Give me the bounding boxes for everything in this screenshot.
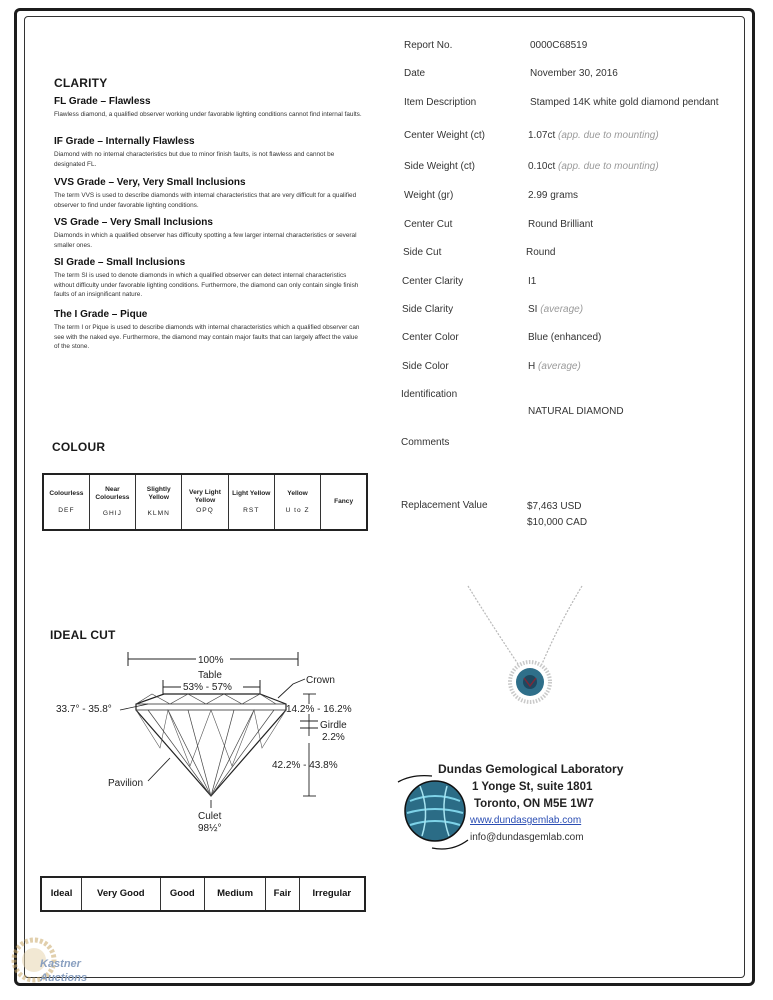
grade-title: FL Grade – Flawless xyxy=(54,96,151,107)
field-value-side-weight: 0.10ct (app. due to mounting) xyxy=(528,161,659,172)
clarity-grade-vs xyxy=(54,217,364,250)
lab-email: info@dundasgemlab.com xyxy=(470,832,584,843)
diamond-cut-diagram xyxy=(48,648,368,838)
clarity-grade-si xyxy=(54,257,364,300)
field-label-side-weight: Side Weight (ct) xyxy=(404,161,475,172)
lab-address-line-2: Toronto, ON M5E 1W7 xyxy=(474,798,594,810)
girdle-label: Girdle xyxy=(320,720,347,731)
field-value-replacement-usd: $7,463 USD xyxy=(527,501,582,512)
colour-cell-fancy: Fancy xyxy=(321,474,367,530)
pavilion-label: Pavilion xyxy=(108,778,144,789)
field-label-weight-gr: Weight (gr) xyxy=(404,190,454,201)
field-label-replacement-value: Replacement Value xyxy=(401,500,488,511)
grade-description: Flawless diamond, a qualified observer working under favorable lighting conditions cannot find internal faults. xyxy=(54,111,362,118)
field-value-replacement-cad: $10,000 CAD xyxy=(527,517,588,528)
clarity-grade-fl xyxy=(54,96,364,120)
cut-grade-table xyxy=(40,876,366,912)
field-label-center-color: Center Color xyxy=(402,332,459,343)
grade-title: VVS Grade – Very, Very Small Inclusions xyxy=(54,177,246,188)
field-label-side-cut: Side Cut xyxy=(403,247,442,258)
field-value-weight-gr: 2.99 grams xyxy=(528,190,579,201)
crown-angle-label: 33.7° - 35.8° xyxy=(56,704,112,715)
clarity-grade-if xyxy=(54,136,364,169)
field-value-side-clarity: SI (average) xyxy=(528,304,584,315)
field-label-side-color: Side Color xyxy=(402,361,449,372)
grade-description: Diamonds in which a qualified observer has difficulty spotting a few larger internal characteristics or several smaller ones. xyxy=(54,232,357,249)
grade-title: SI Grade – Small Inclusions xyxy=(54,257,186,268)
grade-title: The I Grade – Pique xyxy=(54,309,148,320)
grade-description: The term I or Pique is used to describe diamonds with internal characteristics which a qualified observer can see with the naked eye. Furthermore, the diamond may contain major faults that can largely affect the value of the stone. xyxy=(54,324,360,351)
width-label: 100% xyxy=(198,655,224,666)
culet-label: Culet xyxy=(198,811,222,822)
field-value-date: November 30, 2016 xyxy=(530,68,618,79)
lab-name: Dundas Gemological Laboratory xyxy=(438,762,624,776)
crown-label: Crown xyxy=(306,675,335,686)
field-label-side-clarity: Side Clarity xyxy=(402,304,454,315)
colour-cell-yellow: Yellow U to Z xyxy=(274,474,320,530)
field-label-date: Date xyxy=(404,68,426,79)
table-label: Table xyxy=(198,670,222,681)
ideal-cut-heading: IDEAL CUT xyxy=(50,628,116,642)
field-value-center-weight: 1.07ct (app. due to mounting) xyxy=(528,130,659,141)
table-range-label: 53% - 57% xyxy=(183,682,232,693)
colour-cell-slightly-yellow: Slightly Yellow KLMN xyxy=(136,474,182,530)
colour-cell-colourless: Colourless DEF xyxy=(43,474,89,530)
field-value-center-clarity: I1 xyxy=(528,276,537,287)
culet-value-label: 98½° xyxy=(198,823,222,834)
clarity-heading: CLARITY xyxy=(54,76,108,90)
lab-seal-logo xyxy=(392,768,478,854)
field-value-side-color: H (average) xyxy=(528,361,581,372)
clarity-grade-vvs xyxy=(54,177,364,210)
lab-address-line-1: 1 Yonge St, suite 1801 xyxy=(472,781,593,793)
field-label-center-clarity: Center Clarity xyxy=(402,276,464,287)
chain-left xyxy=(468,586,518,664)
grade-description: Diamond with no internal characteristics but due to minor finish faults, is not flawless and cannot be designated FL. xyxy=(54,151,335,168)
field-value-side-cut: Round xyxy=(526,247,556,258)
field-label-center-weight: Center Weight (ct) xyxy=(404,130,485,141)
colour-cell-near-colourless: Near Colourless GHIJ xyxy=(89,474,135,530)
cut-grade-irregular: Irregular xyxy=(299,877,365,911)
cut-grade-ideal: Ideal xyxy=(41,877,82,911)
cut-grade-very-good: Very Good xyxy=(82,877,160,911)
lab-website-link[interactable]: www.dundasgemlab.com xyxy=(470,815,582,826)
field-label-comments: Comments xyxy=(401,437,450,448)
watermark-text-line-1: Kastner xyxy=(40,958,81,970)
pavilion-depth-label: 42.2% - 43.8% xyxy=(272,760,338,771)
cut-grade-fair: Fair xyxy=(266,877,300,911)
cut-grade-good: Good xyxy=(160,877,205,911)
colour-cell-light-yellow: Light Yellow RST xyxy=(228,474,274,530)
field-label-identification: Identification xyxy=(401,389,458,400)
grade-description: The term SI is used to denote diamonds in which a qualified observer can detect internal characteristics without difficulty under favorable lighting conditions. Furthermore, the diamond can only contain single finish faults of an insignificant nature. xyxy=(54,272,359,299)
field-value-item-description: Stamped 14K white gold diamond pendant xyxy=(530,97,719,108)
colour-heading: COLOUR xyxy=(52,440,106,454)
field-value-center-cut: Round Brilliant xyxy=(528,219,594,230)
grade-title: VS Grade – Very Small Inclusions xyxy=(54,217,213,228)
clarity-grade-i xyxy=(54,309,364,352)
grade-description: The term VVS is used to describe diamonds with internal characteristics that are very difficult for a qualified observer to find under favorable lighting conditions. xyxy=(54,192,357,209)
watermark-text-line-2: Auctions xyxy=(40,972,88,984)
field-value-identification: NATURAL DIAMOND xyxy=(528,406,624,417)
field-label-center-cut: Center Cut xyxy=(404,219,453,230)
girdle-value-label: 2.2% xyxy=(322,732,345,743)
pendant-photo xyxy=(460,582,590,712)
field-label-report-no: Report No. xyxy=(404,40,453,51)
field-label-item-description: Item Description xyxy=(404,97,477,108)
cut-grade-medium: Medium xyxy=(205,877,266,911)
field-value-report-no: 0000C68519 xyxy=(530,40,588,51)
grade-title: IF Grade – Internally Flawless xyxy=(54,136,195,147)
chain-right xyxy=(542,586,582,664)
field-value-center-color: Blue (enhanced) xyxy=(528,332,602,343)
colour-cell-very-light-yellow: Very Light Yellow OPQ xyxy=(182,474,228,530)
crown-height-label: 14.2% - 16.2% xyxy=(286,704,352,715)
colour-scale-table xyxy=(42,473,368,531)
